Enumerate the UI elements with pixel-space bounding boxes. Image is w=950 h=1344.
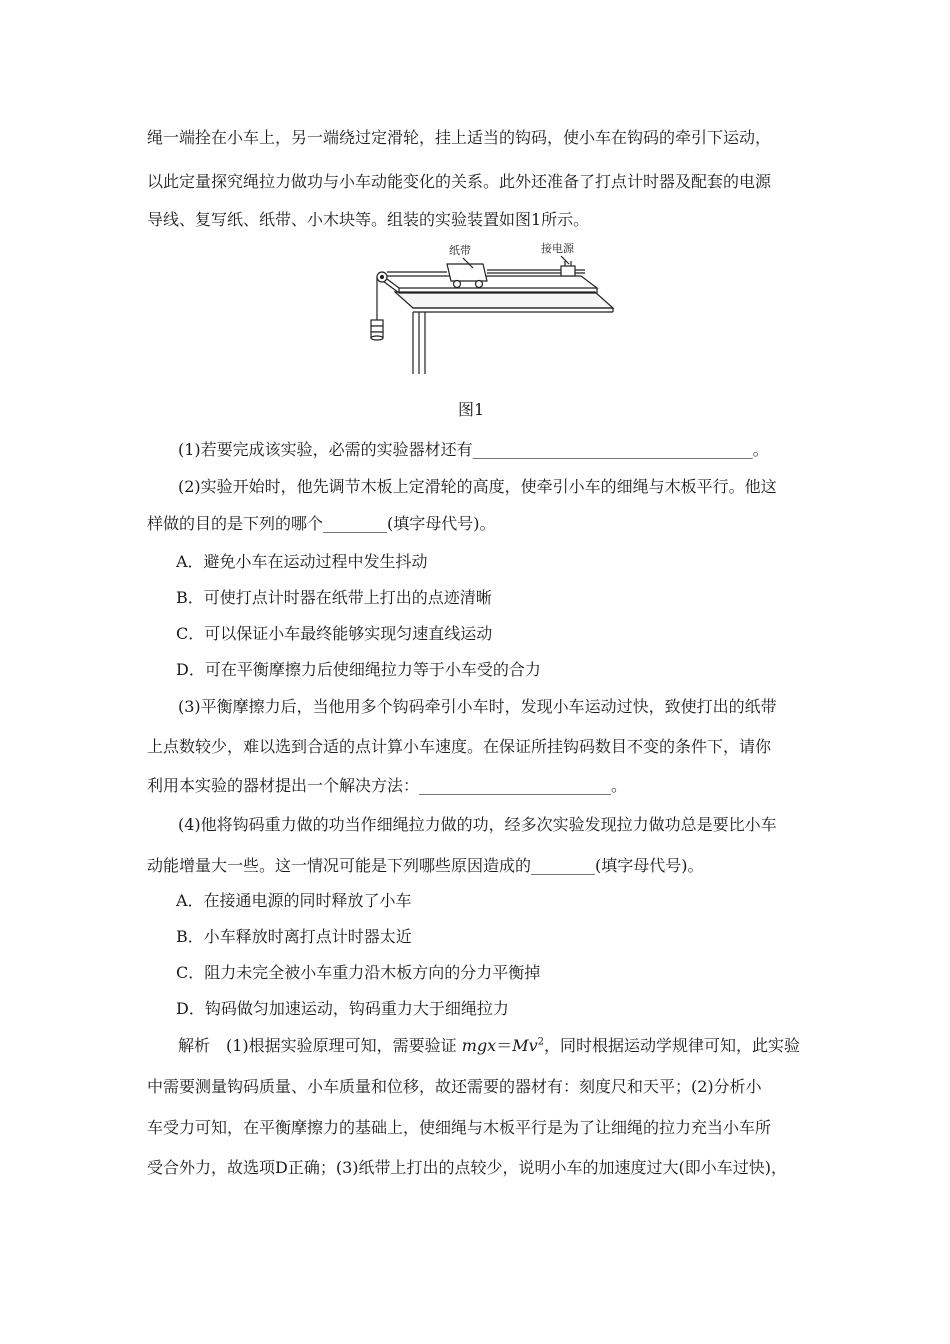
formula-exponent: 2 xyxy=(537,1036,545,1048)
q4-option-a: A．在接通电源的同时释放了小车 xyxy=(176,891,412,910)
question-2-line-1: (2)实验开始时，他先调节木板上定滑轮的高度，使牵引小车的细绳与木板平行。他这 xyxy=(178,477,777,496)
analysis-line-1 xyxy=(178,1036,800,1056)
tape-label: 纸带 xyxy=(449,244,471,257)
question-3-line-2: 上点数较少，难以选到合适的点计算小车速度。在保证所挂钩码数目不变的条件下，请你 xyxy=(147,737,772,756)
formula-rhs: Mv xyxy=(512,1036,538,1055)
question-4-line-1: (4)他将钩码重力做的功当作细绳拉力做的功，经多次实验发现拉力做功总是要比小车 xyxy=(178,815,777,834)
figure-caption: 图1 xyxy=(458,400,485,419)
analysis-line-1-post: ，同时根据运动学规律可知，此实验 xyxy=(544,1036,801,1055)
q2-option-b: B．可使打点计时器在纸带上打出的点迹清晰 xyxy=(176,588,492,607)
power-label: 接电源 xyxy=(541,242,574,255)
analysis-line-1-pre: 解析 (1)根据实验原理可知，需要验证 xyxy=(178,1036,462,1055)
experiment-apparatus-figure xyxy=(355,236,620,382)
q2-option-d: D．可在平衡摩擦力后使细绳拉力等于小车受的合力 xyxy=(176,660,541,679)
question-4-line-2: 动能增量大一些。这一情况可能是下列哪些原因造成的________(填字母代号)。 xyxy=(147,856,704,875)
question-3-line-3: 利用本实验的器材提出一个解决方法：________________________。 xyxy=(147,776,628,795)
question-3-line-1: (3)平衡摩擦力后，当他用多个钩码牵引小车时，发现小车运动过快，致使打出的纸带 xyxy=(178,697,777,716)
analysis-line-2: 中需要测量钩码质量、小车质量和位移，故还需要的器材有：刻度尺和天平；(2)分析小 xyxy=(147,1077,762,1096)
formula-lhs: mgx xyxy=(461,1036,497,1055)
formula-eq: ＝ xyxy=(496,1036,513,1055)
q4-option-d: D．钩码做匀加速运动，钩码重力大于细绳拉力 xyxy=(176,999,509,1018)
q4-option-b: B．小车释放时离打点计时器太近 xyxy=(176,927,412,946)
q4-option-c: C．阻力未完全被小车重力沿木板方向的分力平衡掉 xyxy=(176,963,541,982)
intro-line-3: 导线、复写纸、纸带、小木块等。组装的实验装置如图1所示。 xyxy=(147,210,590,229)
analysis-line-4: 受合外力，故选项D正确；(3)纸带上打出的点较少，说明小车的加速度过大(即小车过快)， xyxy=(147,1158,787,1177)
question-1: (1)若要完成该实验，必需的实验器材还有___________________________________。 xyxy=(178,440,769,459)
q2-option-a: A．避免小车在运动过程中发生抖动 xyxy=(176,552,428,571)
analysis-line-3: 车受力可知，在平衡摩擦力的基础上，使细绳与木板平行是为了让细绳的拉力充当小车所 xyxy=(147,1118,772,1137)
q2-option-c: C．可以保证小车最终能够实现匀速直线运动 xyxy=(176,624,493,643)
question-2-line-2: 样做的目的是下列的哪个________(填字母代号)。 xyxy=(147,514,496,533)
intro-line-2: 以此定量探究绳拉力做功与小车动能变化的关系。此外还准备了打点计时器及配套的电源 xyxy=(147,172,772,191)
intro-line-1: 绳一端拴在小车上，另一端绕过定滑轮，挂上适当的钩码，使小车在钩码的牵引下运动， xyxy=(147,128,772,147)
